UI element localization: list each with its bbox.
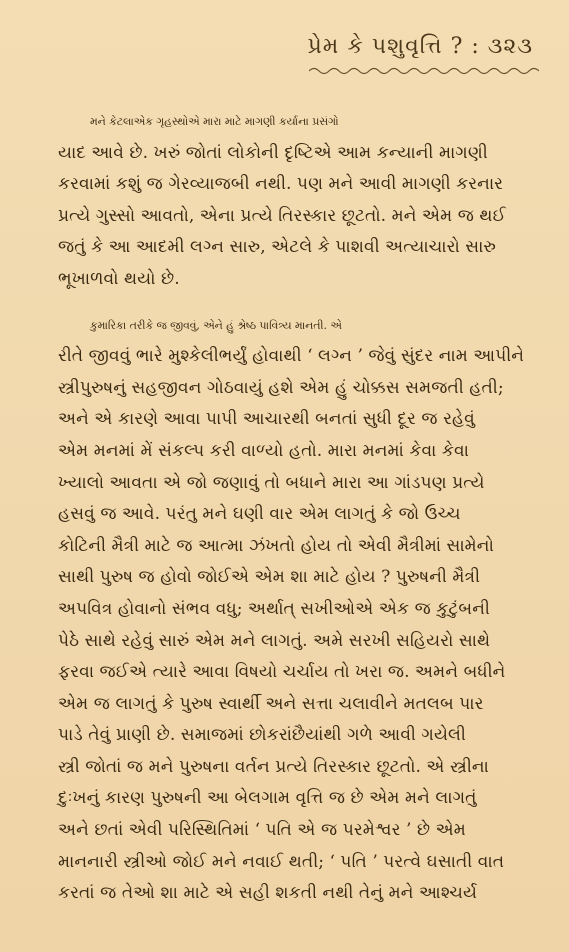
text-line: કરવામાં કશું જ ગેરવ્યાજબી નથી. પણ મને આવી માગણી કરનાર [58,174,504,195]
text-line: યાદ આવે છે. ખરું જોતાં લોકોની દૃષ્ટિએ આમ કન્યાની માગણી [58,142,488,163]
text-line: રીતે જીવવું ભારે મુશ્કેલીભર્યું હોવાથી ‘ લગ્ન ’ જેવું સુંદર નામ આપીને [58,346,525,367]
text-line: પેઠે સાથે રહેવું સારું એમ મને લાગતું. અમે સરખી સહિયરો સાથે [58,630,491,651]
running-header: પ્રેમ કે પશુવૃત્તિ ? : ૩૨૩ [307,34,533,59]
text-line: પ્રત્યે ગુસ્સો આવતો, એના પ્રત્યે તિરસ્કાર છૂટતો. મને એમ જ થઈ [58,205,506,226]
paragraph-2 [58,310,536,910]
text-line: એમ જ લાગતું કે પુરુષ સ્વાર્થી અને સત્તા ચલાવીને મતલબ પાર [58,693,484,714]
text-line: સાથી પુરુષ જ હોવો જોઈએ એમ શા માટે હોય ? પુરુષની મૈત્રી [58,567,481,588]
text-line: અપવિત્ર હોવાનો સંભવ વધુ; અર્થાત્ સખીઓએ એક જ કુટુંબની [58,598,490,619]
text-line: ભૂખાળવો થયો છે. [58,268,180,289]
text-line: દુઃખનું કારણ પુરુષની આ બેલગામ વૃત્તિ જ છે એમ મને લાગતું [58,788,477,809]
text-line: જતું કે આ આદમી લગ્ન સારુ, એટલે કે પાશવી અત્યાચારો સારુ [58,237,497,258]
text-line: અને એ કારણે આવા પાપી આચારથી બનતાં સુધી દૂર જ રહેવું [58,409,475,430]
text-line: એમ મનમાં મેં સંકલ્પ કરી વાળ્યો હતો. મારા મનમાં કેવા કેવા [58,440,469,461]
text-line: કરતાં જ તેઓ શા માટે એ સહી શકતી નથી તેનું મને આશ્ચર્ય [58,883,478,904]
text-line: સ્ત્રી જોતાં જ મને પુરુષના વર્તન પ્રત્યે તિરસ્કાર છૂટતો. એ સ્ત્રીના [58,756,489,777]
text-line: ખ્યાલો આવતા એ જો જણાવું તો બધાને મારા આ ગાંડપણ પ્રત્યે [58,472,485,493]
text-line: અને છતાં એવી પરિસ્થિતિમાં ‘ પતિ એ જ પરમેશ્વર ’ છે એમ [58,820,466,841]
body-text [58,106,536,910]
text-line: ફરવા જઈએ ત્યારે આવા વિષયો ચર્ચાય તો ખરા જ. અમને બધીને [58,662,506,683]
decorative-wave-rule [309,66,539,76]
text-line: પાડે તેવું પ્રાણી છે. સમાજમાં છોકરાંછૈયાંથી ગળે આવી ગયેલી [58,725,466,746]
text-line: સ્ત્રીપુરુષનું સહજીવન ગોઠવાયું હશે એમ હું ચોક્કસ સમજતી હતી; [58,377,504,398]
text-line: હસવું જ આવે. પરંતુ મને ઘણી વાર એમ લાગતું કે જો ઉચ્ચ [58,504,461,525]
text-line: કોટિની મૈત્રી માટે જ આત્મા ઝંખતો હોય તો એવી મૈત્રીમાં સામેનો [58,535,494,556]
paragraph-1 [58,106,536,296]
text-line: માનનારી સ્ત્રીઓ જોઈ મને નવાઈ થતી; ‘ પતિ ’ પરત્વે ઘસાતી વાત [58,851,505,872]
text-line: કુમારિકા તરીકે જ જીવવું, એને હું શ્રેષ્ઠ પાવિત્ર્ય માનતી. એ [90,318,342,332]
text-line: મને કેટલાએક ગૃહસ્થોએ મારા માટે માગણી કર્યાના પ્રસંગો [90,115,339,128]
